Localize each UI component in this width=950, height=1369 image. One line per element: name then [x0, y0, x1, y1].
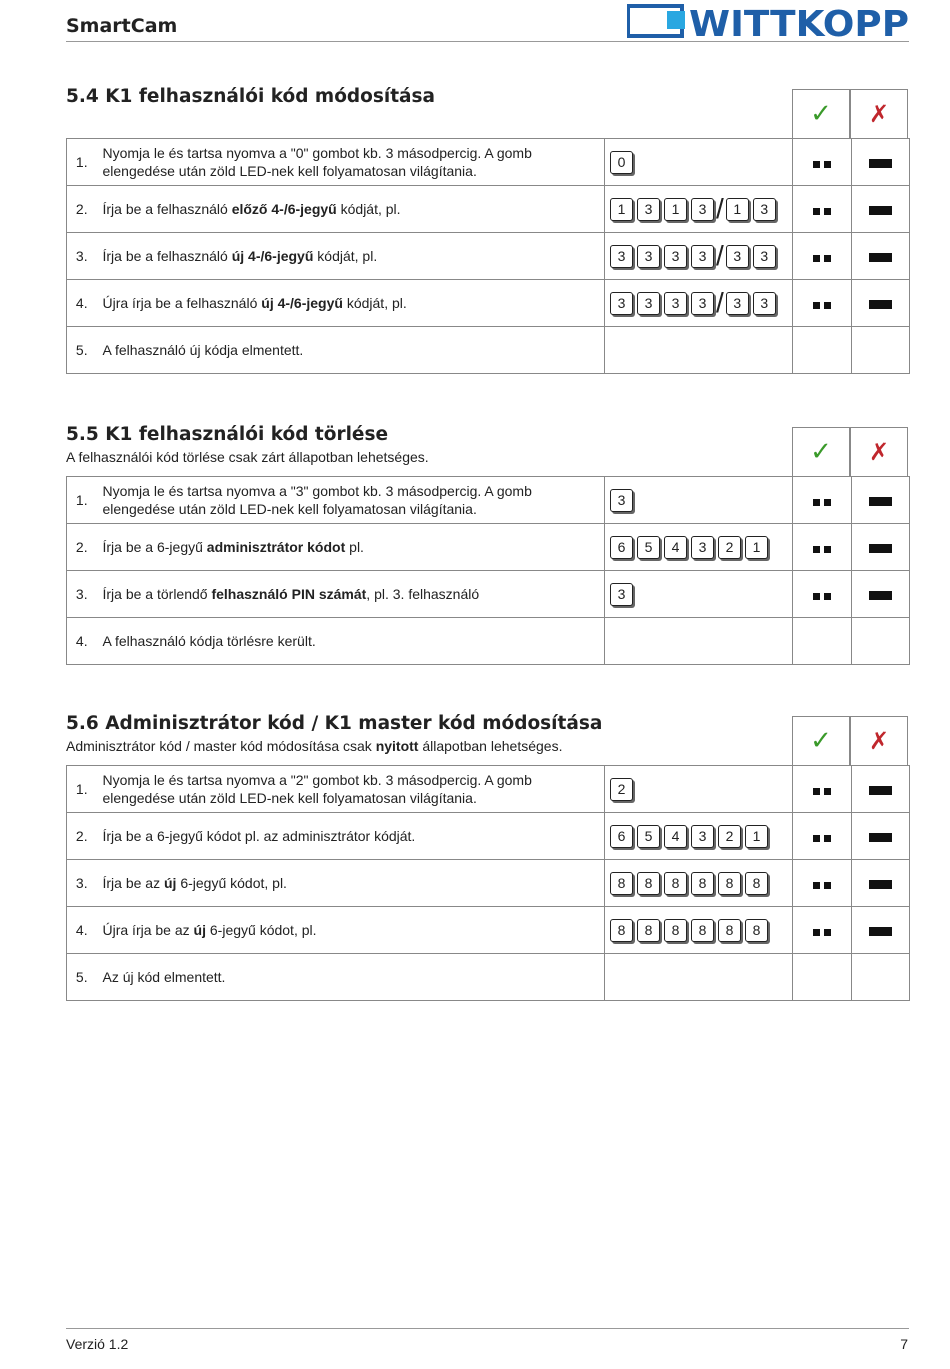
key-sequence — [605, 186, 793, 233]
step-number: 3. — [67, 860, 97, 907]
checkmark-icon: ✓ — [810, 437, 832, 467]
emphasis: előző 4-/6-jegyű — [231, 201, 337, 217]
emphasis: új 4-/6-jegyű — [261, 295, 343, 311]
key: 5 — [637, 536, 660, 559]
footer-divider — [66, 1328, 909, 1329]
table-row — [67, 524, 910, 571]
key-sequence — [605, 327, 793, 374]
key: 2 — [718, 825, 741, 848]
ok-column-header — [792, 427, 850, 477]
section-5-6-subtitle — [66, 738, 562, 754]
step-text — [97, 280, 605, 327]
table-row — [67, 907, 910, 954]
key: 4 — [664, 536, 687, 559]
step-text — [97, 139, 605, 186]
red-led-indicator — [852, 186, 910, 233]
table-row — [67, 954, 910, 1001]
key: 3 — [664, 245, 687, 268]
step-number: 4. — [67, 618, 97, 665]
key-sequence — [605, 233, 793, 280]
text-run: Írja be a törlendő — [102, 586, 212, 602]
step-text: A felhasználó új kódja elmentett. — [97, 327, 605, 374]
bar-led-icon — [869, 300, 892, 309]
step-text: Írja be a 6-jegyű kódot pl. az adminisztrátor kódját. — [97, 813, 605, 860]
emphasis: felhasználó PIN számát — [211, 586, 367, 602]
slash-separator: / — [716, 240, 724, 271]
table-row — [67, 477, 910, 524]
checkmark-icon: ✓ — [810, 99, 832, 129]
key: 3 — [691, 198, 714, 221]
bar-led-icon — [869, 880, 892, 889]
step-number: 2. — [67, 186, 97, 233]
key: 3 — [753, 245, 776, 268]
step-text: A felhasználó kódja törlésre került. — [97, 618, 605, 665]
key: 8 — [745, 919, 768, 942]
bar-led-icon — [869, 927, 892, 936]
table-row — [67, 813, 910, 860]
bar-led-icon — [869, 833, 892, 842]
double-square-led-icon — [811, 540, 833, 556]
key: 3 — [691, 245, 714, 268]
key-sequence — [605, 280, 793, 327]
step-number: 5. — [67, 327, 97, 374]
key: 8 — [610, 872, 633, 895]
document-title: SmartCam — [66, 15, 178, 37]
ok-column-header — [792, 89, 850, 139]
key: 3 — [691, 292, 714, 315]
table-row — [67, 860, 910, 907]
table-row — [67, 618, 910, 665]
double-square-led-icon — [811, 155, 833, 171]
bar-led-icon — [869, 206, 892, 215]
key: 3 — [610, 245, 633, 268]
step-number: 1. — [67, 139, 97, 186]
double-square-led-icon — [811, 876, 833, 892]
step-text — [97, 571, 605, 618]
bar-led-icon — [869, 544, 892, 553]
key: 3 — [610, 292, 633, 315]
bar-led-icon — [869, 253, 892, 262]
red-led-indicator — [852, 766, 910, 813]
cross-icon: ✗ — [868, 727, 890, 755]
table-row — [67, 766, 910, 813]
green-led-indicator — [793, 954, 852, 1001]
text-run: Újra írja be az — [102, 922, 194, 938]
text-run: Írja be az — [102, 875, 164, 891]
green-led-indicator — [793, 907, 852, 954]
ok-column-header — [792, 716, 850, 766]
red-led-indicator — [852, 524, 910, 571]
key: 3 — [637, 292, 660, 315]
key-sequence — [605, 813, 793, 860]
double-square-led-icon — [811, 829, 833, 845]
key: 3 — [691, 825, 714, 848]
step-number: 2. — [67, 813, 97, 860]
red-led-indicator — [852, 813, 910, 860]
double-square-led-icon — [811, 923, 833, 939]
key-0: 0 — [610, 151, 633, 174]
text-run: Írja be a felhasználó — [102, 201, 232, 217]
key: 8 — [691, 872, 714, 895]
key: 3 — [637, 198, 660, 221]
key: 1 — [610, 198, 633, 221]
double-square-led-icon — [811, 587, 833, 603]
key: 8 — [610, 919, 633, 942]
green-led-indicator — [793, 813, 852, 860]
red-led-indicator — [852, 327, 910, 374]
key: 3 — [726, 245, 749, 268]
key: 5 — [637, 825, 660, 848]
key: 8 — [691, 919, 714, 942]
key: 1 — [745, 536, 768, 559]
double-square-led-icon — [811, 782, 833, 798]
double-square-led-icon — [811, 202, 833, 218]
step-text-line: Nyomja le és tartsa nyomva a "3" gombot kb. 3 másodpercig. A gomb — [102, 483, 532, 499]
section-5-5-subtitle: A felhasználói kód törlése csak zárt állapotban lehetséges. — [66, 449, 429, 465]
bar-led-icon — [869, 786, 892, 795]
text-run: Adminisztrátor kód / master kód módosítása csak — [66, 738, 376, 754]
step-number: 5. — [67, 954, 97, 1001]
key: 6 — [610, 536, 633, 559]
green-led-indicator — [793, 860, 852, 907]
table-row — [67, 139, 910, 186]
red-led-indicator — [852, 954, 910, 1001]
step-text — [97, 524, 605, 571]
bar-led-icon — [869, 591, 892, 600]
key: 8 — [745, 872, 768, 895]
key: 8 — [718, 919, 741, 942]
green-led-indicator — [793, 327, 852, 374]
step-text — [97, 477, 605, 524]
text-run: állapotban lehetséges. — [418, 738, 563, 754]
step-text: Az új kód elmentett. — [97, 954, 605, 1001]
green-led-indicator — [793, 233, 852, 280]
step-number: 4. — [67, 280, 97, 327]
cross-icon: ✗ — [868, 438, 890, 466]
key: 2 — [610, 778, 633, 801]
key-sequence — [605, 477, 793, 524]
fail-column-header — [850, 89, 908, 139]
step-number: 1. — [67, 766, 97, 813]
cross-icon: ✗ — [868, 100, 890, 128]
fail-column-header — [850, 427, 908, 477]
text-run: pl. — [345, 539, 364, 555]
bar-led-icon — [869, 497, 892, 506]
green-led-indicator — [793, 766, 852, 813]
header-divider — [66, 41, 909, 42]
key: 3 — [610, 489, 633, 512]
key: 3 — [610, 583, 633, 606]
green-led-indicator — [793, 477, 852, 524]
step-text — [97, 233, 605, 280]
key: 3 — [726, 292, 749, 315]
text-run: Írja be a felhasználó — [102, 248, 232, 264]
red-led-indicator — [852, 233, 910, 280]
text-run: kódját, pl. — [313, 248, 378, 264]
step-number: 2. — [67, 524, 97, 571]
green-led-indicator — [793, 139, 852, 186]
checkmark-icon: ✓ — [810, 726, 832, 756]
table-row — [67, 571, 910, 618]
double-square-led-icon — [811, 296, 833, 312]
step-text-line: Nyomja le és tartsa nyomva a "2" gombot kb. 3 másodpercig. A gomb — [102, 772, 532, 788]
wittkopp-logo — [627, 3, 910, 41]
text-run: kódját, pl. — [342, 295, 407, 311]
slash-separator: / — [716, 287, 724, 318]
key: 4 — [664, 825, 687, 848]
key: 8 — [664, 919, 687, 942]
section-5-5-title: 5.5 K1 felhasználói kód törlése — [66, 424, 389, 445]
green-led-indicator — [793, 280, 852, 327]
key-sequence — [605, 139, 793, 186]
green-led-indicator — [793, 618, 852, 665]
red-led-indicator — [852, 280, 910, 327]
key: 2 — [718, 536, 741, 559]
key: 3 — [691, 536, 714, 559]
table-row — [67, 327, 910, 374]
key: 1 — [664, 198, 687, 221]
key: 8 — [637, 919, 660, 942]
key: 3 — [753, 292, 776, 315]
step-text — [97, 186, 605, 233]
emphasis: nyitott — [375, 738, 419, 754]
red-led-indicator — [852, 571, 910, 618]
key-sequence — [605, 571, 793, 618]
key-sequence — [605, 907, 793, 954]
red-led-indicator — [852, 477, 910, 524]
key-sequence — [605, 766, 793, 813]
step-text-line: elengedése után zöld LED-nek kell folyamatosan világítania. — [102, 163, 477, 179]
table-row — [67, 280, 910, 327]
section-5-4-title: 5.4 K1 felhasználói kód módosítása — [66, 86, 436, 107]
step-number: 4. — [67, 907, 97, 954]
red-led-indicator — [852, 860, 910, 907]
section-5-4-steps — [66, 138, 910, 374]
step-number: 3. — [67, 571, 97, 618]
step-text — [97, 907, 605, 954]
step-text — [97, 860, 605, 907]
step-text-line: elengedése után zöld LED-nek kell folyamatosan világítania. — [102, 790, 477, 806]
key: 1 — [726, 198, 749, 221]
page-number: 7 — [900, 1336, 908, 1352]
green-led-indicator — [793, 186, 852, 233]
green-led-indicator — [793, 571, 852, 618]
step-number: 1. — [67, 477, 97, 524]
red-led-indicator — [852, 907, 910, 954]
table-row — [67, 186, 910, 233]
key: 3 — [637, 245, 660, 268]
slash-separator: / — [716, 193, 724, 224]
text-run: kódját, pl. — [336, 201, 401, 217]
text-run: , pl. 3. felhasználó — [366, 586, 480, 602]
key: 3 — [664, 292, 687, 315]
step-text-line: Nyomja le és tartsa nyomva a "0" gombot kb. 3 másodpercig. A gomb — [102, 145, 532, 161]
text-run: 6-jegyű kódot, pl. — [206, 922, 317, 938]
key-sequence — [605, 954, 793, 1001]
red-led-indicator — [852, 139, 910, 186]
step-number: 3. — [67, 233, 97, 280]
bar-led-icon — [869, 159, 892, 168]
double-square-led-icon — [811, 493, 833, 509]
table-row — [67, 233, 910, 280]
step-text — [97, 766, 605, 813]
section-5-6-title: 5.6 Adminisztrátor kód / K1 master kód módosítása — [66, 713, 603, 734]
key-sequence — [605, 860, 793, 907]
step-text-line: elengedése után zöld LED-nek kell folyamatosan világítania. — [102, 501, 477, 517]
version-label: Verzió 1.2 — [66, 1336, 129, 1352]
emphasis: adminisztrátor kódot — [206, 539, 346, 555]
double-square-led-icon — [811, 249, 833, 265]
key: 8 — [718, 872, 741, 895]
red-led-indicator — [852, 618, 910, 665]
green-led-indicator — [793, 524, 852, 571]
emphasis: új — [193, 922, 206, 938]
logo-wordmark: WITTKOPP — [689, 4, 909, 41]
emphasis: új 4-/6-jegyű — [231, 248, 314, 264]
text-run: Írja be a 6-jegyű — [102, 539, 207, 555]
section-5-5-steps — [66, 476, 910, 665]
key: 6 — [610, 825, 633, 848]
key: 1 — [745, 825, 768, 848]
fail-column-header — [850, 716, 908, 766]
key: 8 — [664, 872, 687, 895]
text-run: Újra írja be a felhasználó — [102, 295, 262, 311]
key: 8 — [637, 872, 660, 895]
section-5-6-steps — [66, 765, 910, 1001]
text-run: 6-jegyű kódot, pl. — [176, 875, 287, 891]
key: 3 — [753, 198, 776, 221]
emphasis: új — [163, 875, 177, 891]
key-sequence — [605, 618, 793, 665]
key-sequence — [605, 524, 793, 571]
